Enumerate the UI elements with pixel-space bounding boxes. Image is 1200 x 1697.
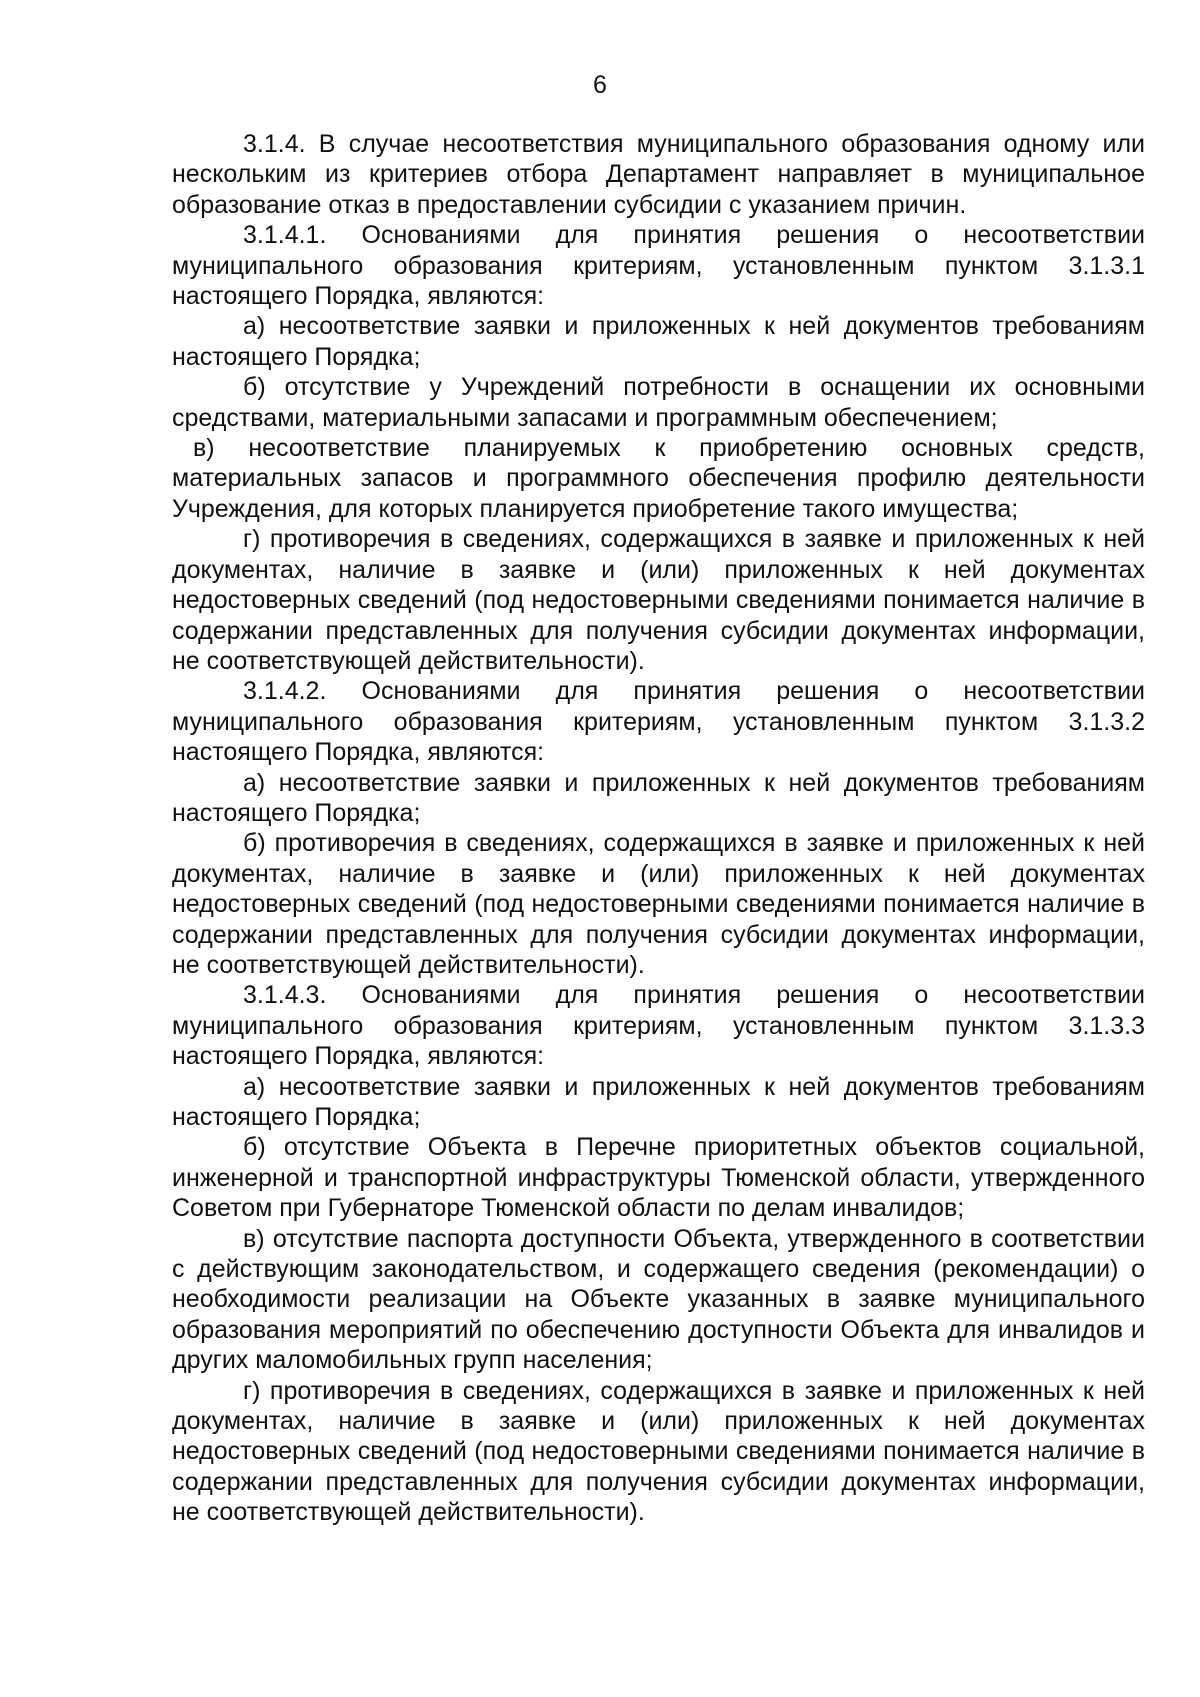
paragraph-3-1-4-1-v: в) несоответствие планируемых к приобретению основных средств, материальных запасов и программного обеспечения профилю деятельности Учреждения, для которых планируется приобретение такого имущества; [172, 434, 1145, 523]
document-body [172, 129, 1145, 1528]
paragraph-3-1-4-3-b: б) отсутствие Объекта в Перечне приоритетных объектов социальной, инженерной и транспортной инфраструктуры Тюменской области, утвержденного Советом при Губернаторе Тюменской области по делам инвалидов; [172, 1133, 1145, 1223]
paragraph-3-1-4-1: 3.1.4.1. Основаниями для принятия решения о несоответствии муниципального образования критериям, установленным пунктом 3.1.3.1 настоящего Порядка, являются: [172, 221, 1145, 311]
page-number: 6 [593, 71, 607, 99]
paragraph-3-1-4-3-v: в) отсутствие паспорта доступности Объекта, утвержденного в соответствии с действующим законодательством, и содержащего сведения (рекомендации) о необходимости реализации на Объекте указанных в заявке муниципального образования мероприятий по обеспечению доступности Объекта для инвалидов и других маломобильных групп населения; [172, 1224, 1145, 1375]
paragraph-3-1-4: 3.1.4. В случае несоответствия муниципального образования одному или нескольким из критериев отбора Департамент направляет в муниципальное образование отказ в предоставлении субсидии с указанием причин. [172, 130, 1145, 219]
paragraph-3-1-4-3-a: а) несоответствие заявки и приложенных к ней документов требованиям настоящего Порядка; [172, 1072, 1145, 1131]
paragraph-3-1-4-1-a: а) несоответствие заявки и приложенных к ней документов требованиям настоящего Порядка; [172, 312, 1145, 371]
paragraph-3-1-4-3-g: г) противоречия в сведениях, содержащихся в заявке и приложенных к ней документах, наличие в заявке и (или) приложенных к ней документах недостоверных сведений (под недостоверными сведениями понимается наличие в содержании представленных для получения субсидии документах информации, не соответствующей действительности). [172, 1376, 1145, 1527]
paragraph-3-1-4-3: 3.1.4.3. Основаниями для принятия решения о несоответствии муниципального образования критериям, установленным пунктом 3.1.3.3 настоящего Порядка, являются: [172, 981, 1145, 1071]
paragraph-3-1-4-1-g: г) противоречия в сведениях, содержащихся в заявке и приложенных к ней документах, наличие в заявке и (или) приложенных к ней документах недостоверных сведений (под недостоверными сведениями понимается наличие в содержании представленных для получения субсидии документах информации, не соответствующей действительности). [172, 525, 1145, 675]
paragraph-3-1-4-2: 3.1.4.2. Основаниями для принятия решения о несоответствии муниципального образования критериям, установленным пунктом 3.1.3.2 настоящего Порядка, являются: [172, 677, 1145, 767]
paragraph-3-1-4-2-a: а) несоответствие заявки и приложенных к ней документов требованиям настоящего Порядка; [172, 768, 1145, 827]
paragraph-3-1-4-2-b: б) противоречия в сведениях, содержащихся в заявке и приложенных к ней документах, наличие в заявке и (или) приложенных к ней документах недостоверных сведений (под недостоверными сведениями понимается наличие в содержании представленных для получения субсидии документах информации, не соответствующей действительности). [172, 829, 1145, 979]
paragraph-3-1-4-1-b: б) отсутствие у Учреждений потребности в оснащении их основными средствами, материальными запасами и программным обеспечением; [172, 373, 1145, 432]
